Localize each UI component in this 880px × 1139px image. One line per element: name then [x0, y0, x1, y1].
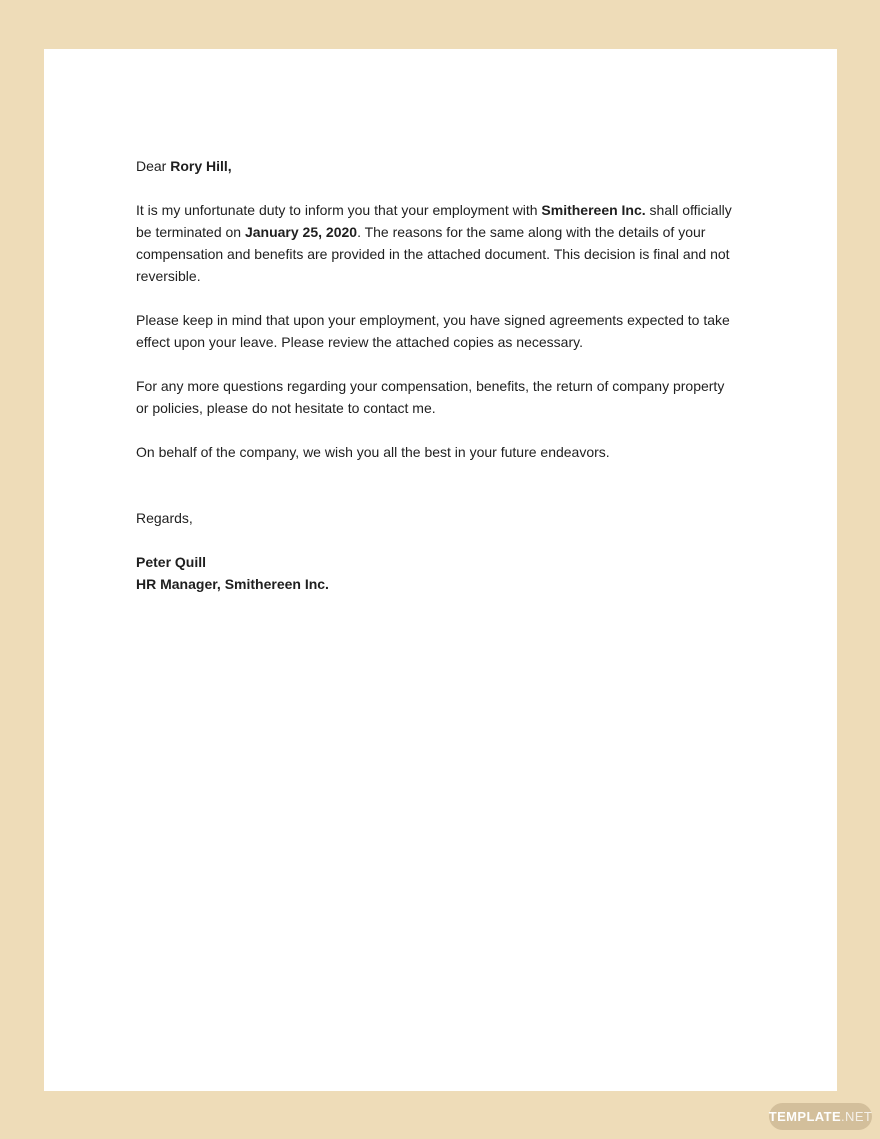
signature-block — [136, 551, 740, 595]
company-name: Smithereen Inc. — [541, 202, 646, 218]
watermark-brand: TEMPLATE — [768, 1109, 842, 1124]
recipient-name: Rory Hill, — [170, 158, 232, 174]
document-page — [44, 49, 837, 1091]
closing: Regards, — [136, 510, 193, 526]
paragraph-questions: For any more questions regarding your compensation, benefits, the return of company property or policies, please do not hesitate to contact me. — [136, 378, 725, 416]
letter-body — [44, 49, 740, 595]
template-net-watermark — [769, 1103, 872, 1130]
paragraph-farewell: On behalf of the company, we wish you all the best in your future endeavors. — [136, 444, 610, 460]
salutation-prefix: Dear — [136, 158, 171, 174]
watermark-tld: .NET — [841, 1109, 873, 1124]
termination-date: January 25, 2020 — [244, 224, 358, 240]
signature-title: HR Manager, Smithereen Inc. — [136, 576, 329, 592]
paragraph1-seg1: It is my unfortunate duty to inform you that your employment with — [136, 202, 542, 218]
paragraph-termination-notice — [136, 199, 740, 287]
signature-name: Peter Quill — [136, 554, 207, 570]
paragraph1-seg5: . The reasons for the same along with the details of your compensation and benefits are provided in the attached document. This decision is final and not reversible. — [136, 224, 730, 284]
paragraph-agreements: Please keep in mind that upon your employment, you have signed agreements expected to take effect upon your leave. Please review the attached copies as necessary. — [136, 312, 730, 350]
salutation — [136, 155, 740, 177]
paragraph1-seg3: shall officially be terminated on — [136, 202, 732, 240]
